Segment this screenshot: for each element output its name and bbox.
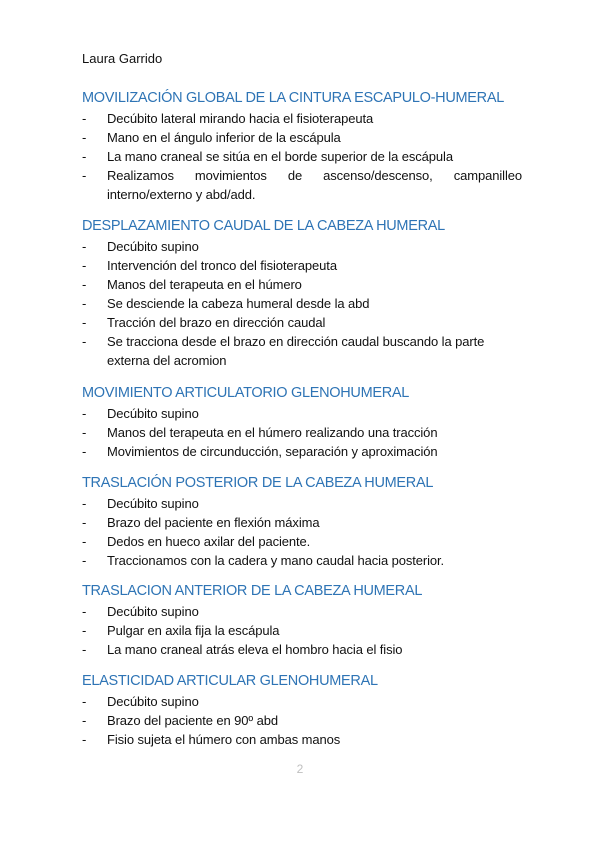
bullet-dash: -	[82, 406, 87, 421]
bullet-dash: -	[82, 553, 87, 568]
bullet-list	[82, 692, 522, 749]
bullet-dash: -	[82, 239, 87, 254]
bullet-dash: -	[82, 496, 87, 511]
bullet-dash: -	[82, 111, 87, 126]
list-item	[82, 256, 522, 275]
list-item	[82, 532, 522, 551]
list-item-text: Manos del terapeuta en el húmero	[107, 277, 302, 292]
section-movilizacion-global	[82, 89, 522, 204]
page-number: 2	[296, 762, 304, 776]
section-heading: TRASLACIÓN POSTERIOR DE LA CABEZA HUMERAL	[82, 475, 434, 491]
bullet-list	[82, 602, 522, 659]
bullet-dash: -	[82, 334, 87, 349]
list-item	[82, 551, 522, 570]
section-heading: DESPLAZAMIENTO CAUDAL DE LA CABEZA HUMERAL	[82, 218, 445, 234]
list-item-text: La mano craneal se sitúa en el borde superior de la escápula	[107, 149, 453, 164]
list-item	[82, 423, 522, 442]
list-item	[82, 313, 522, 332]
list-item	[82, 109, 522, 128]
list-item-text: Fisio sujeta el húmero con ambas manos	[107, 732, 341, 747]
list-item-text: Se desciende la cabeza humeral desde la abd	[107, 296, 370, 311]
list-item-text: Decúbito supino	[107, 604, 199, 619]
bullet-list	[82, 237, 522, 370]
bullet-dash: -	[82, 515, 87, 530]
list-item	[82, 442, 522, 461]
list-item	[82, 602, 522, 621]
bullet-dash: -	[82, 258, 87, 273]
bullet-list	[82, 404, 522, 461]
bullet-list	[82, 109, 522, 204]
list-item-text: Brazo del paciente en 90º abd	[107, 713, 278, 728]
list-item	[82, 692, 522, 711]
list-item-text: Intervención del tronco del fisioterapeuta	[107, 258, 337, 273]
bullet-dash: -	[82, 444, 87, 459]
list-item-text: Realizamos movimientos de ascenso/descenso, campanilleo interno/externo y abd/add.	[107, 168, 522, 202]
bullet-dash: -	[82, 623, 87, 638]
bullet-dash: -	[82, 168, 87, 183]
section-heading: TRASLACION ANTERIOR DE LA CABEZA HUMERAL	[82, 583, 423, 599]
list-item	[82, 494, 522, 513]
list-item	[82, 275, 522, 294]
bullet-dash: -	[82, 534, 87, 549]
list-item	[82, 640, 522, 659]
bullet-dash: -	[82, 296, 87, 311]
bullet-dash: -	[82, 604, 87, 619]
bullet-list	[82, 494, 522, 570]
list-item-text: Brazo del paciente en flexión máxima	[107, 515, 320, 530]
list-item-text: Decúbito supino	[107, 496, 199, 511]
list-item-text: Traccionamos con la cadera y mano caudal hacia posterior.	[107, 553, 445, 568]
bullet-dash: -	[82, 713, 87, 728]
bullet-dash: -	[82, 315, 87, 330]
author-name: Laura Garrido	[82, 51, 163, 66]
list-item	[82, 294, 522, 313]
section-heading: MOVIMIENTO ARTICULATORIO GLENOHUMERAL	[82, 385, 410, 401]
section-desplazamiento-caudal	[82, 217, 522, 370]
list-item	[82, 621, 522, 640]
list-item-text: Decúbito supino	[107, 694, 199, 709]
list-item-text: Movimientos de circunducción, separación y aproximación	[107, 444, 438, 459]
list-item	[82, 237, 522, 256]
bullet-dash: -	[82, 149, 87, 164]
list-item	[82, 166, 522, 204]
section-traslacion-posterior	[82, 474, 522, 570]
bullet-dash: -	[82, 130, 87, 145]
list-item-text: Se tracciona desde el brazo en dirección caudal buscando la parte externa del acromion	[107, 334, 485, 368]
list-item-text: Decúbito lateral mirando hacia el fisioterapeuta	[107, 111, 374, 126]
list-item	[82, 513, 522, 532]
list-item	[82, 404, 522, 423]
list-item	[82, 711, 522, 730]
bullet-dash: -	[82, 732, 87, 747]
list-item-text: Manos del terapeuta en el húmero realizando una tracción	[107, 425, 438, 440]
section-heading: MOVILIZACIÓN GLOBAL DE LA CINTURA ESCAPULO-HUMERAL	[82, 90, 504, 106]
bullet-dash: -	[82, 694, 87, 709]
list-item-text: Tracción del brazo en dirección caudal	[107, 315, 326, 330]
section-movimiento-articulatorio	[82, 384, 522, 461]
list-item-text: La mano craneal atrás eleva el hombro hacia el fisio	[107, 642, 403, 657]
section-traslacion-anterior	[82, 582, 522, 659]
list-item	[82, 332, 522, 370]
section-heading: ELASTICIDAD ARTICULAR GLENOHUMERAL	[82, 673, 378, 689]
list-item	[82, 147, 522, 166]
list-item	[82, 128, 522, 147]
section-elasticidad-articular	[82, 672, 522, 749]
list-item	[82, 730, 522, 749]
list-item-text: Mano en el ángulo inferior de la escápula	[107, 130, 341, 145]
bullet-dash: -	[82, 277, 87, 292]
list-item-text: Decúbito supino	[107, 406, 199, 421]
list-item-text: Dedos en hueco axilar del paciente.	[107, 534, 311, 549]
bullet-dash: -	[82, 642, 87, 657]
list-item-text: Decúbito supino	[107, 239, 199, 254]
list-item-text: Pulgar en axila fija la escápula	[107, 623, 280, 638]
bullet-dash: -	[82, 425, 87, 440]
